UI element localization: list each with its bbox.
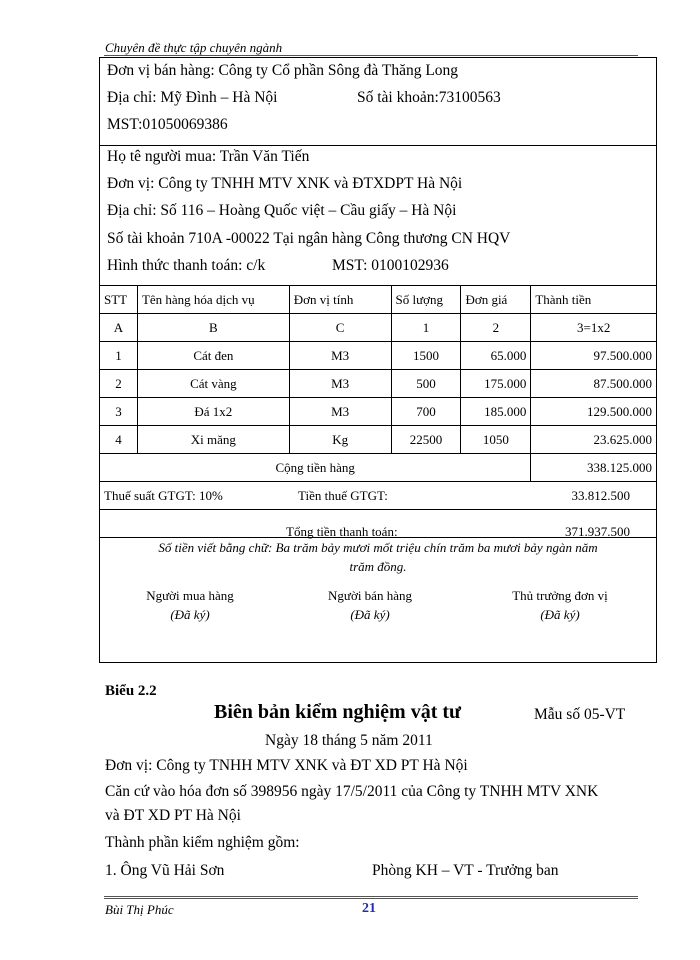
table-cell: M3 bbox=[289, 370, 391, 398]
table-cell: 1500 bbox=[391, 342, 461, 370]
table-cell: B bbox=[137, 314, 289, 342]
column-header: Đơn giá bbox=[461, 286, 531, 314]
table-cell: 3=1x2 bbox=[531, 314, 657, 342]
signature-role: Người bán hàng bbox=[328, 588, 412, 603]
vat-row bbox=[100, 482, 657, 510]
table-cell: 22500 bbox=[391, 426, 461, 454]
table-cell: 1 bbox=[100, 342, 138, 370]
subtotal-value: 338.125.000 bbox=[531, 454, 657, 482]
table-cell: 97.500.000 bbox=[531, 342, 657, 370]
footer-rule bbox=[104, 896, 638, 899]
column-header: STT bbox=[100, 286, 138, 314]
section-label: Biểu 2.2 bbox=[105, 683, 157, 699]
table-cell: 87.500.000 bbox=[531, 370, 657, 398]
column-header: Tên hàng hóa dịch vụ bbox=[137, 286, 289, 314]
buyer-address: Địa chỉ: Số 116 – Hoàng Quốc việt – Cầu giấy – Hà Nội bbox=[107, 202, 457, 219]
total-label: Tổng tiền thanh toán: bbox=[286, 523, 398, 539]
signature-buyer bbox=[100, 586, 280, 624]
total-row bbox=[100, 510, 657, 538]
members-label: Thành phần kiểm nghiệm gồm: bbox=[105, 834, 300, 851]
signature-director bbox=[470, 586, 650, 624]
table-cell: 1050 bbox=[461, 426, 531, 454]
table-cell: Cát vàng bbox=[137, 370, 289, 398]
table-header-row bbox=[100, 286, 657, 314]
table-cell: A bbox=[100, 314, 138, 342]
column-header: Đơn vị tính bbox=[289, 286, 391, 314]
table-cell: 2 bbox=[461, 314, 531, 342]
table-row bbox=[100, 370, 657, 398]
member-name: 1. Ông Vũ Hải Sơn bbox=[105, 862, 225, 879]
signature-role: Thủ trưởng đơn vị bbox=[512, 588, 608, 603]
table-cell: M3 bbox=[289, 398, 391, 426]
buyer-name: Họ tê người mua: Trần Văn Tiến bbox=[107, 148, 310, 165]
table-cell: 65.000 bbox=[461, 342, 531, 370]
vat-value: 33.812.500 bbox=[571, 487, 630, 503]
section-basis-line: và ĐT XD PT Hà Nội bbox=[105, 807, 241, 824]
subtotal-label: Cộng tiền hàng bbox=[100, 454, 531, 482]
header-title: Chuyên đề thực tập chuyên ngành bbox=[105, 40, 283, 55]
table-row bbox=[100, 342, 657, 370]
signature-seller bbox=[280, 586, 460, 624]
section-basis-line: Căn cứ vào hóa đơn số 398956 ngày 17/5/2011 của Công ty TNHH MTV XNK bbox=[105, 783, 599, 800]
table-cell: Xi măng bbox=[137, 426, 289, 454]
column-header: Số lượng bbox=[391, 286, 461, 314]
buyer-tax-code: MST: 0100102936 bbox=[332, 257, 449, 274]
table-cell: 700 bbox=[391, 398, 461, 426]
vat-cell bbox=[100, 482, 657, 510]
table-cell: 1 bbox=[391, 314, 461, 342]
divider bbox=[100, 145, 656, 146]
signature-status: (Đã ký) bbox=[350, 607, 390, 622]
table-cell: C bbox=[289, 314, 391, 342]
table-cell: 175.000 bbox=[461, 370, 531, 398]
amount-words-line: Số tiền viết bằng chữ: Ba trăm bảy mươi mốt triệu chín trăm ba mươi bảy ngàn năm bbox=[158, 540, 598, 555]
table-cell: M3 bbox=[289, 342, 391, 370]
table-cell: 4 bbox=[100, 426, 138, 454]
form-number: Mẫu số 05-VT bbox=[534, 706, 626, 723]
buyer-unit: Đơn vị: Công ty TNHH MTV XNK và ĐTXDPT Hà Nội bbox=[107, 175, 463, 192]
vat-rate: Thuế suất GTGT: 10% bbox=[104, 487, 223, 503]
table-cell: 2 bbox=[100, 370, 138, 398]
section-date: Ngày 18 tháng 5 năm 2011 bbox=[265, 732, 433, 749]
footer-author: Bùi Thị Phúc bbox=[105, 902, 174, 917]
table-cell: 3 bbox=[100, 398, 138, 426]
total-value: 371.937.500 bbox=[565, 523, 630, 539]
table-cell: 185.000 bbox=[461, 398, 531, 426]
invoice-box bbox=[99, 57, 657, 663]
signature-role: Người mua hàng bbox=[146, 588, 234, 603]
buyer-account: Số tài khoản 710A -00022 Tại ngân hàng Công thương CN HQV bbox=[107, 230, 511, 247]
section-unit: Đơn vị: Công ty TNHH MTV XNK và ĐT XD PT Hà Nội bbox=[105, 757, 468, 774]
table-cell: 129.500.000 bbox=[531, 398, 657, 426]
table-row bbox=[100, 398, 657, 426]
payment-method: Hình thức thanh toán: c/k bbox=[107, 257, 266, 274]
table-cell: 500 bbox=[391, 370, 461, 398]
signature-status: (Đã ký) bbox=[540, 607, 580, 622]
amount-in-words bbox=[100, 538, 656, 576]
table-code-row bbox=[100, 314, 657, 342]
subtotal-row bbox=[100, 454, 657, 482]
seller-tax-code: MST:01050069386 bbox=[107, 116, 228, 133]
goods-table bbox=[99, 285, 657, 538]
member-role: Phòng KH – VT - Trưởng ban bbox=[372, 862, 559, 879]
seller-name: Đơn vị bán hàng: Công ty Cổ phần Sông đà Thăng Long bbox=[107, 62, 459, 79]
total-cell bbox=[100, 510, 657, 538]
table-cell: Kg bbox=[289, 426, 391, 454]
vat-label: Tiền thuế GTGT: bbox=[298, 487, 388, 503]
table-cell: Đá 1x2 bbox=[137, 398, 289, 426]
amount-words-line: trăm đồng. bbox=[349, 559, 407, 574]
table-cell: Cát đen bbox=[137, 342, 289, 370]
column-header: Thành tiền bbox=[531, 286, 657, 314]
page-number: 21 bbox=[362, 901, 376, 916]
signature-status: (Đã ký) bbox=[170, 607, 210, 622]
seller-account: Số tài khoản:73100563 bbox=[357, 89, 501, 106]
table-cell: 23.625.000 bbox=[531, 426, 657, 454]
seller-address: Địa chỉ: Mỹ Đình – Hà Nội bbox=[107, 89, 278, 106]
section-title: Biên bản kiểm nghiệm vật tư bbox=[214, 701, 462, 723]
table-row bbox=[100, 426, 657, 454]
